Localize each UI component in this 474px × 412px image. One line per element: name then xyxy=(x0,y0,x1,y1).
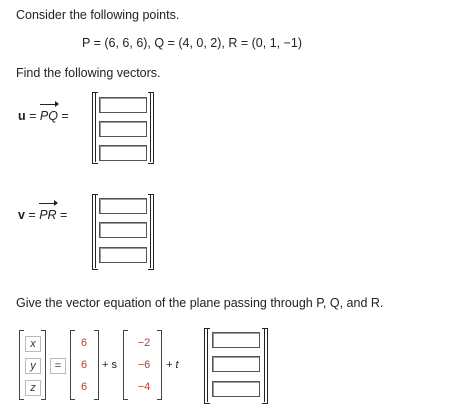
v-right-bracket xyxy=(148,194,154,270)
find-vectors-text: Find the following vectors. xyxy=(16,66,161,80)
v-equals: = xyxy=(24,208,40,222)
vector-pr: PR xyxy=(39,208,56,222)
plane-prompt: Give the vector equation of the plane passing through P, Q, and R. xyxy=(16,296,384,310)
u-equals-2: = xyxy=(57,109,69,123)
u-left-bracket-inner xyxy=(95,92,96,162)
xyz-right-bracket xyxy=(41,330,46,400)
u-equals: = xyxy=(25,109,40,123)
intro-text: Consider the following points. xyxy=(16,8,180,22)
u-answer-x[interactable] xyxy=(99,97,147,113)
dir1-left-bracket xyxy=(123,330,128,400)
dir2-right-bracket xyxy=(262,328,268,404)
v-equals-2: = xyxy=(56,208,68,222)
dir2-answer-x[interactable] xyxy=(212,332,260,348)
v-answer-y[interactable] xyxy=(99,222,147,238)
v-right-bracket-inner xyxy=(150,194,151,268)
dir1-z-value: −4 xyxy=(133,380,155,396)
plus-t: + t xyxy=(166,359,179,371)
u-right-bracket xyxy=(148,92,154,164)
dir1-x-value: −2 xyxy=(133,336,155,352)
var-y: y xyxy=(25,358,41,374)
point-x-value: 6 xyxy=(76,336,92,352)
dir2-left-bracket-inner xyxy=(207,328,208,402)
dir1-right-bracket xyxy=(157,330,162,400)
points-definition: P = (6, 6, 6), Q = (4, 0, 2), R = (0, 1, −1) xyxy=(82,36,303,50)
var-x: x xyxy=(25,336,41,352)
point-right-bracket xyxy=(94,330,99,400)
v-left-bracket-inner xyxy=(95,194,96,268)
u-answer-y[interactable] xyxy=(99,121,147,137)
u-right-bracket-inner xyxy=(150,92,151,162)
v-answer-z[interactable] xyxy=(99,247,147,263)
point-left-bracket xyxy=(70,330,75,400)
dir2-answer-z[interactable] xyxy=(212,381,260,397)
v-answer-x[interactable] xyxy=(99,198,147,214)
vector-arrow-icon xyxy=(39,203,56,208)
equals-sign: = xyxy=(50,358,66,374)
var-z: z xyxy=(25,380,41,396)
xyz-left-bracket xyxy=(19,330,24,400)
dir2-right-bracket-inner xyxy=(264,328,265,402)
u-label xyxy=(18,109,69,123)
v-label xyxy=(18,208,67,222)
plus-s: + s xyxy=(102,359,117,371)
u-var: u xyxy=(18,109,26,123)
v-var: v xyxy=(18,208,25,222)
vector-arrow-icon xyxy=(40,104,58,109)
dir1-y-value: −6 xyxy=(133,358,155,374)
point-y-value: 6 xyxy=(76,358,92,374)
u-answer-z[interactable] xyxy=(99,145,147,161)
dir2-answer-y[interactable] xyxy=(212,356,260,372)
vector-pq: PQ xyxy=(40,109,58,123)
point-z-value: 6 xyxy=(76,380,92,396)
